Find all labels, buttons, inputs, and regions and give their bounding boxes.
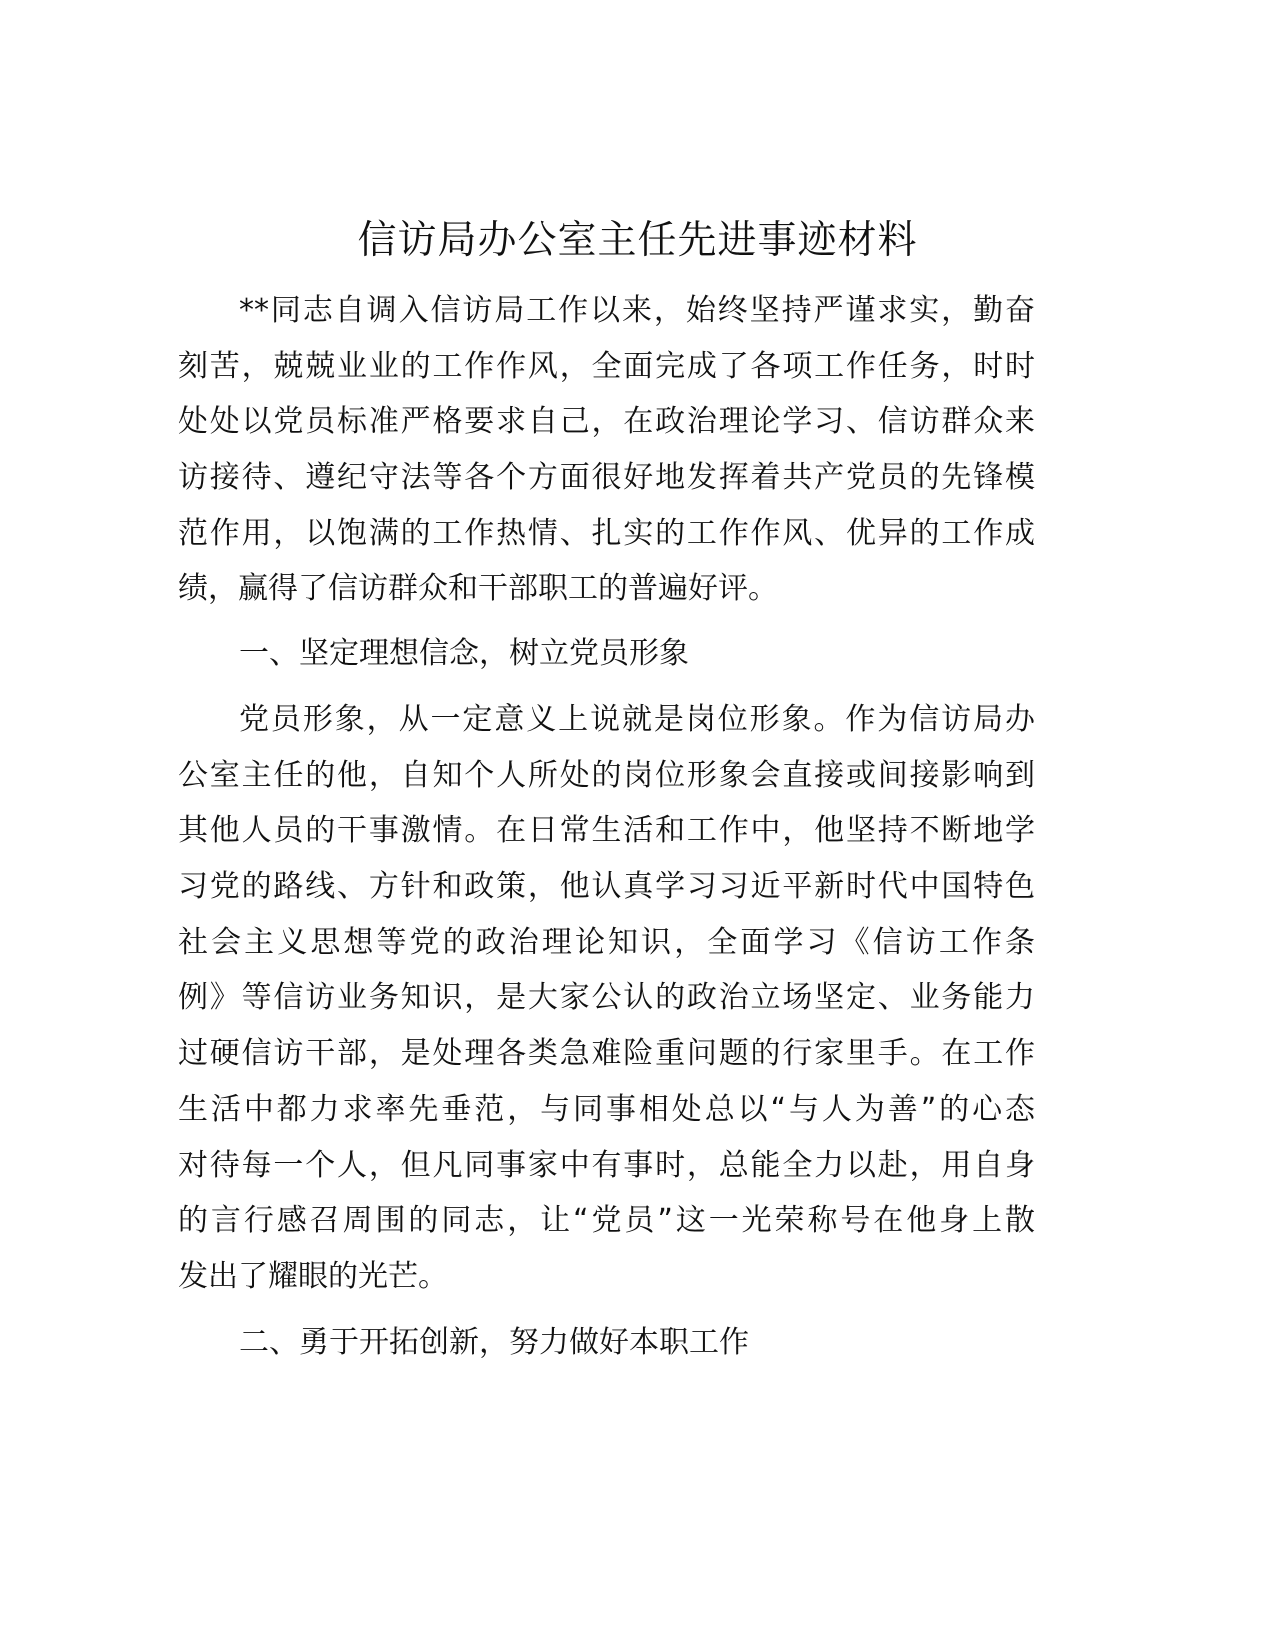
text-line: 发出了耀眼的光芒。 [178, 1258, 448, 1294]
text-line: 绩，赢得了信访群众和干部职工的普遍好评。 [178, 571, 778, 607]
text-line: 其他人员的干事激情。在日常生活和工作中，他坚持不断地学 [178, 813, 1035, 849]
section-heading-2: 二、勇于开拓创新，努力做好本职工作 [239, 1325, 749, 1360]
text-line: 处处以党员标准严格要求自己，在政治理论学习、信访群众来 [178, 404, 1035, 440]
text-line: 刻苦，兢兢业业的工作作风，全面完成了各项工作任务，时时 [178, 348, 1035, 384]
text-line: 过硬信访干部，是处理各类急难险重问题的行家里手。在工作 [178, 1036, 1035, 1072]
text-line: 生活中都力求率先垂范，与同事相处总以“与人为善”的心态 [178, 1091, 1035, 1127]
text-line: 党员形象，从一定意义上说就是岗位形象。作为信访局办 [239, 702, 1035, 737]
paragraph-section-1 [178, 692, 1035, 1305]
document-title: 信访局办公室主任先进事迹材料 [357, 218, 918, 263]
text-line: 例》等信访业务知识，是大家公认的政治立场坚定、业务能力 [178, 980, 1035, 1016]
text-line: **同志自调入信访局工作以来，始终坚持严谨求实，勤奋 [239, 293, 1035, 328]
text-line: 社会主义思想等党的政治理论知识，全面学习《信访工作条 [178, 924, 1035, 960]
text-line: 公室主任的他，自知个人所处的岗位形象会直接或间接影响到 [178, 757, 1035, 793]
paragraph-intro [178, 283, 1035, 617]
section-heading-1: 一、坚定理想信念，树立党员形象 [239, 636, 689, 671]
text-line: 对待每一个人，但凡同事家中有事时，总能全力以赴，用自身 [178, 1147, 1035, 1183]
text-line: 范作用，以饱满的工作热情、扎实的工作作风、优异的工作成 [178, 515, 1035, 551]
text-line: 访接待、遵纪守法等各个方面很好地发挥着共产党员的先锋模 [178, 460, 1035, 496]
text-line: 的言行感召周围的同志，让“党员”这一光荣称号在他身上散 [178, 1203, 1035, 1239]
text-line: 习党的路线、方针和政策，他认真学习习近平新时代中国特色 [178, 869, 1035, 905]
